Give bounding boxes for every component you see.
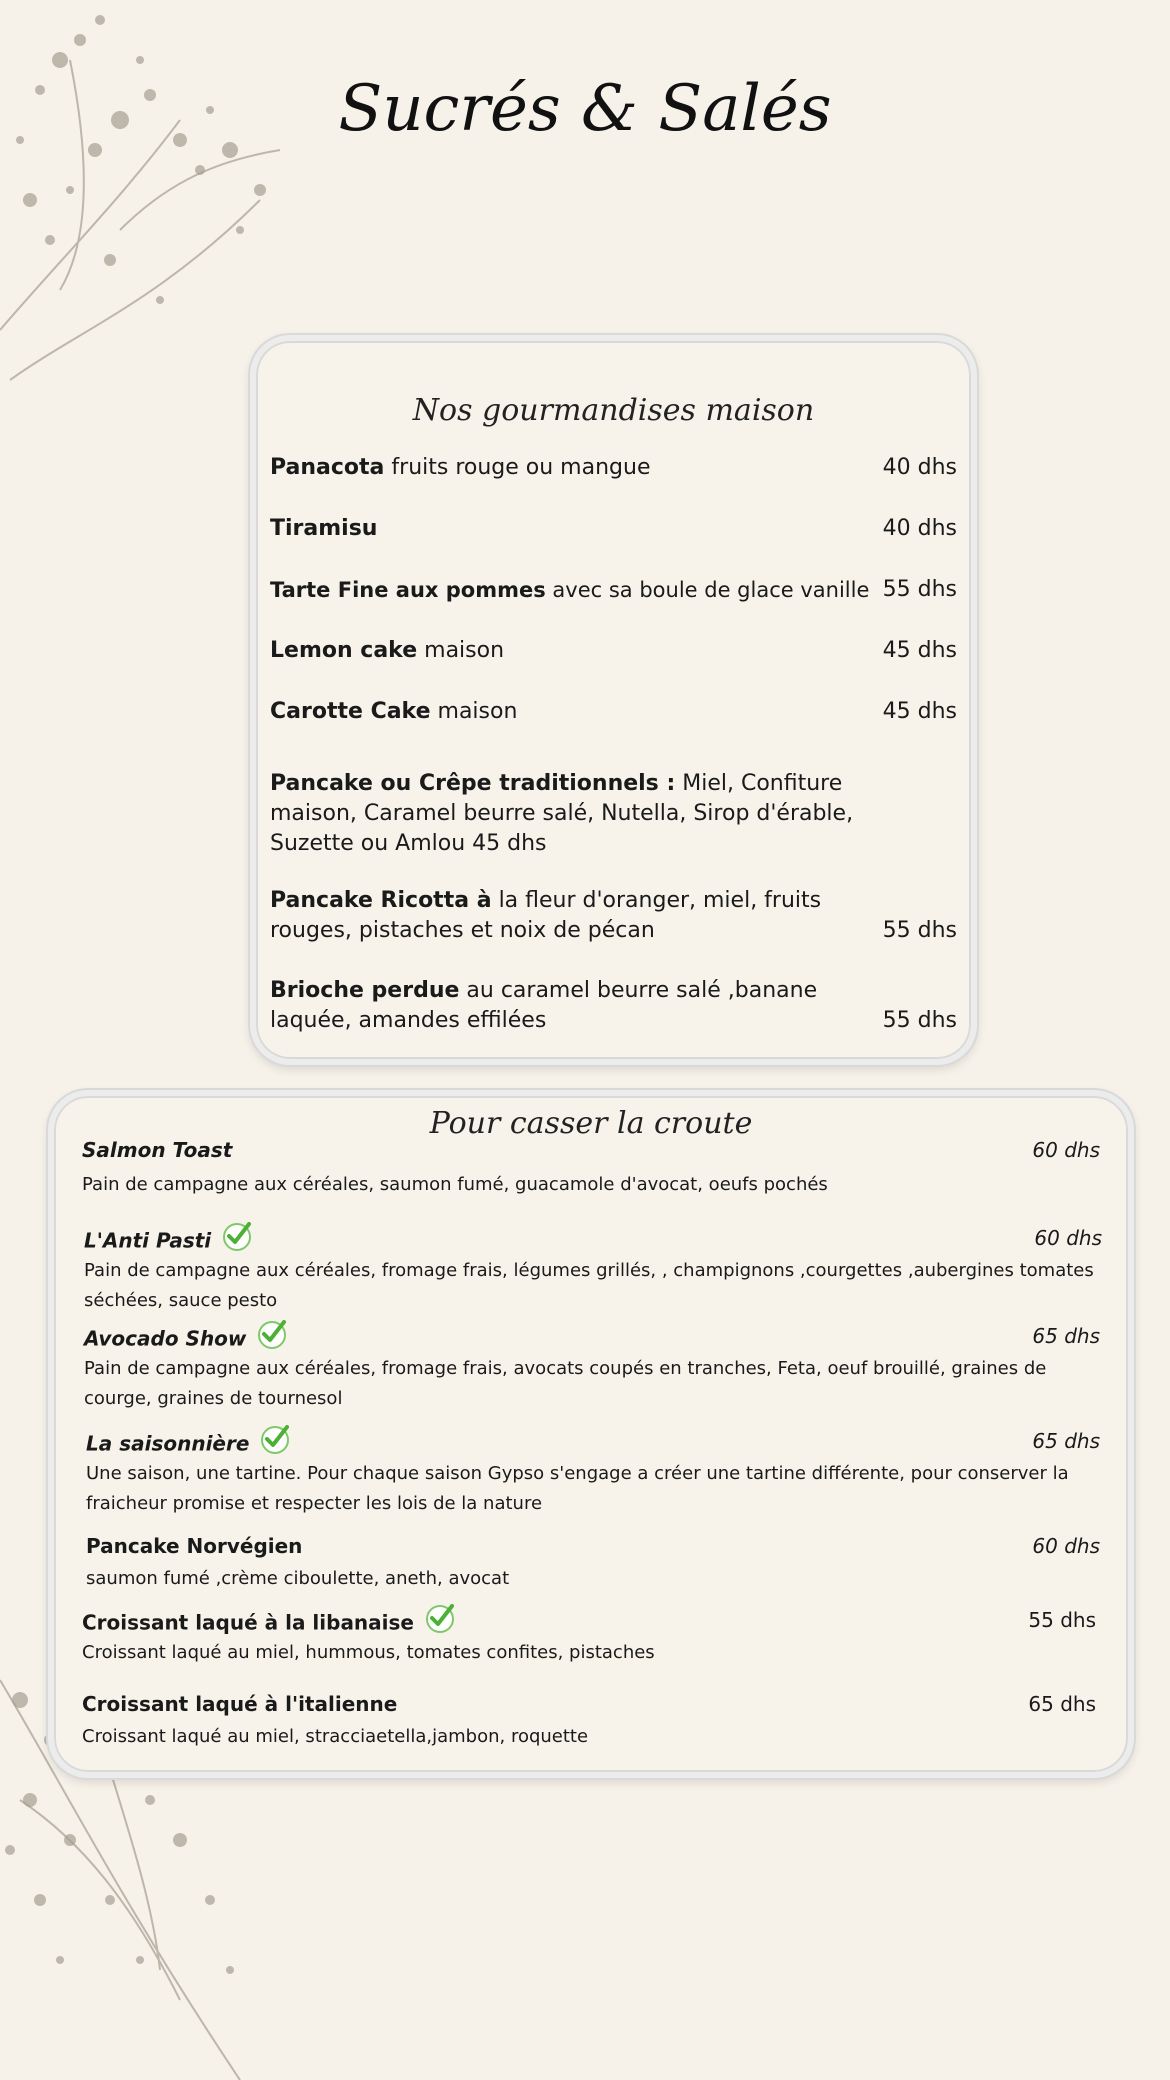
savory-item-header <box>54 1324 1128 1354</box>
savory-item-price: 65 dhs <box>1032 1324 1100 1348</box>
savory-item-name-text: Croissant laqué à la libanaise <box>82 1610 414 1635</box>
dessert-description: maison <box>417 638 505 663</box>
dessert-description: maison <box>430 699 518 724</box>
savory-item-header <box>54 1608 1128 1638</box>
menu-title <box>0 20 1170 180</box>
dessert-name: Lemon cake <box>270 638 418 663</box>
savory-item-description: Pain de campagne aux céréales, fromage frais, légumes grillés, , champignons ,courgettes ,aubergines tomates séchées, sauce pesto <box>84 1260 1094 1311</box>
script-title-logo <box>325 20 845 180</box>
savory-item <box>54 1138 1128 1200</box>
savory-item-header <box>54 1226 1128 1256</box>
savory-item-name <box>82 1138 232 1162</box>
desserts-card <box>250 335 977 1065</box>
dessert-name: Carotte Cake <box>270 699 431 724</box>
savory-item-header <box>54 1534 1128 1564</box>
dessert-item <box>270 976 957 1036</box>
savory-item <box>54 1608 1128 1668</box>
savory-item-name-text: Avocado Show <box>84 1326 247 1351</box>
dessert-text <box>270 697 957 727</box>
savory-item-header <box>54 1138 1128 1168</box>
dessert-description: la fleur d'oranger, miel, fruits rouges, pistaches et noix de pécan <box>270 888 822 943</box>
dessert-price: 40 dhs <box>882 516 957 541</box>
dessert-price: 40 dhs <box>882 455 957 480</box>
dessert-name: Tiramisu <box>270 516 378 541</box>
dessert-text <box>270 976 957 1036</box>
desserts-title: Nos gourmandises maison <box>412 393 815 428</box>
dessert-text <box>270 769 957 859</box>
dessert-item <box>270 453 957 483</box>
dessert-name: Pancake Ricotta à <box>270 888 492 913</box>
savory-item-name <box>86 1534 302 1558</box>
dessert-price: 45 dhs <box>882 699 957 724</box>
savory-item-description: Une saison, une tartine. Pour chaque saison Gypso s'engage a créer une tartine différente, pour conserver la fraicheur promise et respecter les lois de la nature <box>86 1463 1069 1514</box>
green-check-icon <box>256 1318 288 1350</box>
dessert-text <box>270 453 957 483</box>
savory-item <box>54 1534 1128 1594</box>
savory-item <box>54 1324 1128 1414</box>
savory-item-name <box>84 1226 253 1258</box>
savory-item <box>54 1692 1128 1752</box>
dessert-name: Pancake ou Crêpe traditionnels : <box>270 771 676 796</box>
savory-item-name <box>84 1324 288 1356</box>
savory-item-name-text: Salmon Toast <box>82 1138 233 1162</box>
dessert-description: avec sa boule de glace vanille <box>545 578 870 602</box>
savory-item-name-text: Croissant laqué à l'italienne <box>82 1692 398 1716</box>
dessert-name: Panacota <box>270 455 385 480</box>
savory-item-description: saumon fumé ,crème ciboulette, aneth, avocat <box>86 1568 510 1589</box>
dessert-item <box>270 886 957 946</box>
savory-item <box>54 1226 1128 1316</box>
savory-item-price: 60 dhs <box>1032 1138 1100 1162</box>
dessert-name: Tarte Fine aux pommes <box>270 578 546 602</box>
dessert-text <box>270 514 957 544</box>
dessert-price: 55 dhs <box>882 918 957 943</box>
dessert-item <box>270 575 957 605</box>
dessert-price: 55 dhs <box>882 577 957 602</box>
dessert-item <box>270 636 957 666</box>
savory-item-price: 55 dhs <box>1028 1608 1096 1632</box>
savory-item-name <box>82 1608 456 1640</box>
savory-item-price: 60 dhs <box>1032 1534 1100 1558</box>
dessert-item <box>270 514 957 544</box>
savory-card <box>48 1090 1134 1778</box>
savory-item-description: Croissant laqué au miel, hummous, tomates confites, pistaches <box>82 1642 655 1663</box>
dessert-description: Miel, Confiture maison, Caramel beurre salé, Nutella, Sirop d'érable, Suzette ou Amlou 45 dhs <box>270 771 854 856</box>
savory-item-price: 60 dhs <box>1034 1226 1102 1250</box>
savory-title: Pour casser la croute <box>429 1106 753 1141</box>
dessert-price: 55 dhs <box>882 1008 957 1033</box>
savory-item-header <box>54 1429 1128 1459</box>
dessert-price: 45 dhs <box>882 638 957 663</box>
dessert-description: au caramel beurre salé ,banane laquée, amandes effilées <box>270 978 818 1033</box>
green-check-icon <box>259 1423 291 1455</box>
savory-item <box>54 1429 1128 1519</box>
savory-item-name <box>86 1429 291 1461</box>
savory-item-name-text: La saisonnière <box>86 1431 250 1456</box>
dessert-name: Brioche perdue <box>270 978 460 1003</box>
dessert-text <box>270 636 957 666</box>
green-check-icon <box>424 1602 456 1634</box>
savory-item-name <box>82 1692 397 1716</box>
title-text: Sucrés & Salés <box>338 72 832 146</box>
savory-item-description: Pain de campagne aux céréales, saumon fumé, guacamole d'avocat, oeufs pochés <box>82 1174 828 1195</box>
dessert-text <box>270 575 957 605</box>
dessert-text <box>270 886 957 946</box>
savory-item-header <box>54 1692 1128 1722</box>
dessert-description: fruits rouge ou mangue <box>384 455 651 480</box>
savory-item-price: 65 dhs <box>1032 1429 1100 1453</box>
dessert-item <box>270 769 957 859</box>
savory-item-description: Pain de campagne aux céréales, fromage frais, avocats coupés en tranches, Feta, oeuf brouillé, graines de courge, graines de tournesol <box>84 1358 1047 1409</box>
green-check-icon <box>221 1220 253 1252</box>
savory-item-name-text: L'Anti Pasti <box>84 1228 212 1253</box>
dessert-item <box>270 697 957 727</box>
savory-item-price: 65 dhs <box>1028 1692 1096 1716</box>
savory-item-name-text: Pancake Norvégien <box>86 1534 303 1558</box>
savory-item-description: Croissant laqué au miel, stracciaetella,jambon, roquette <box>82 1726 589 1747</box>
